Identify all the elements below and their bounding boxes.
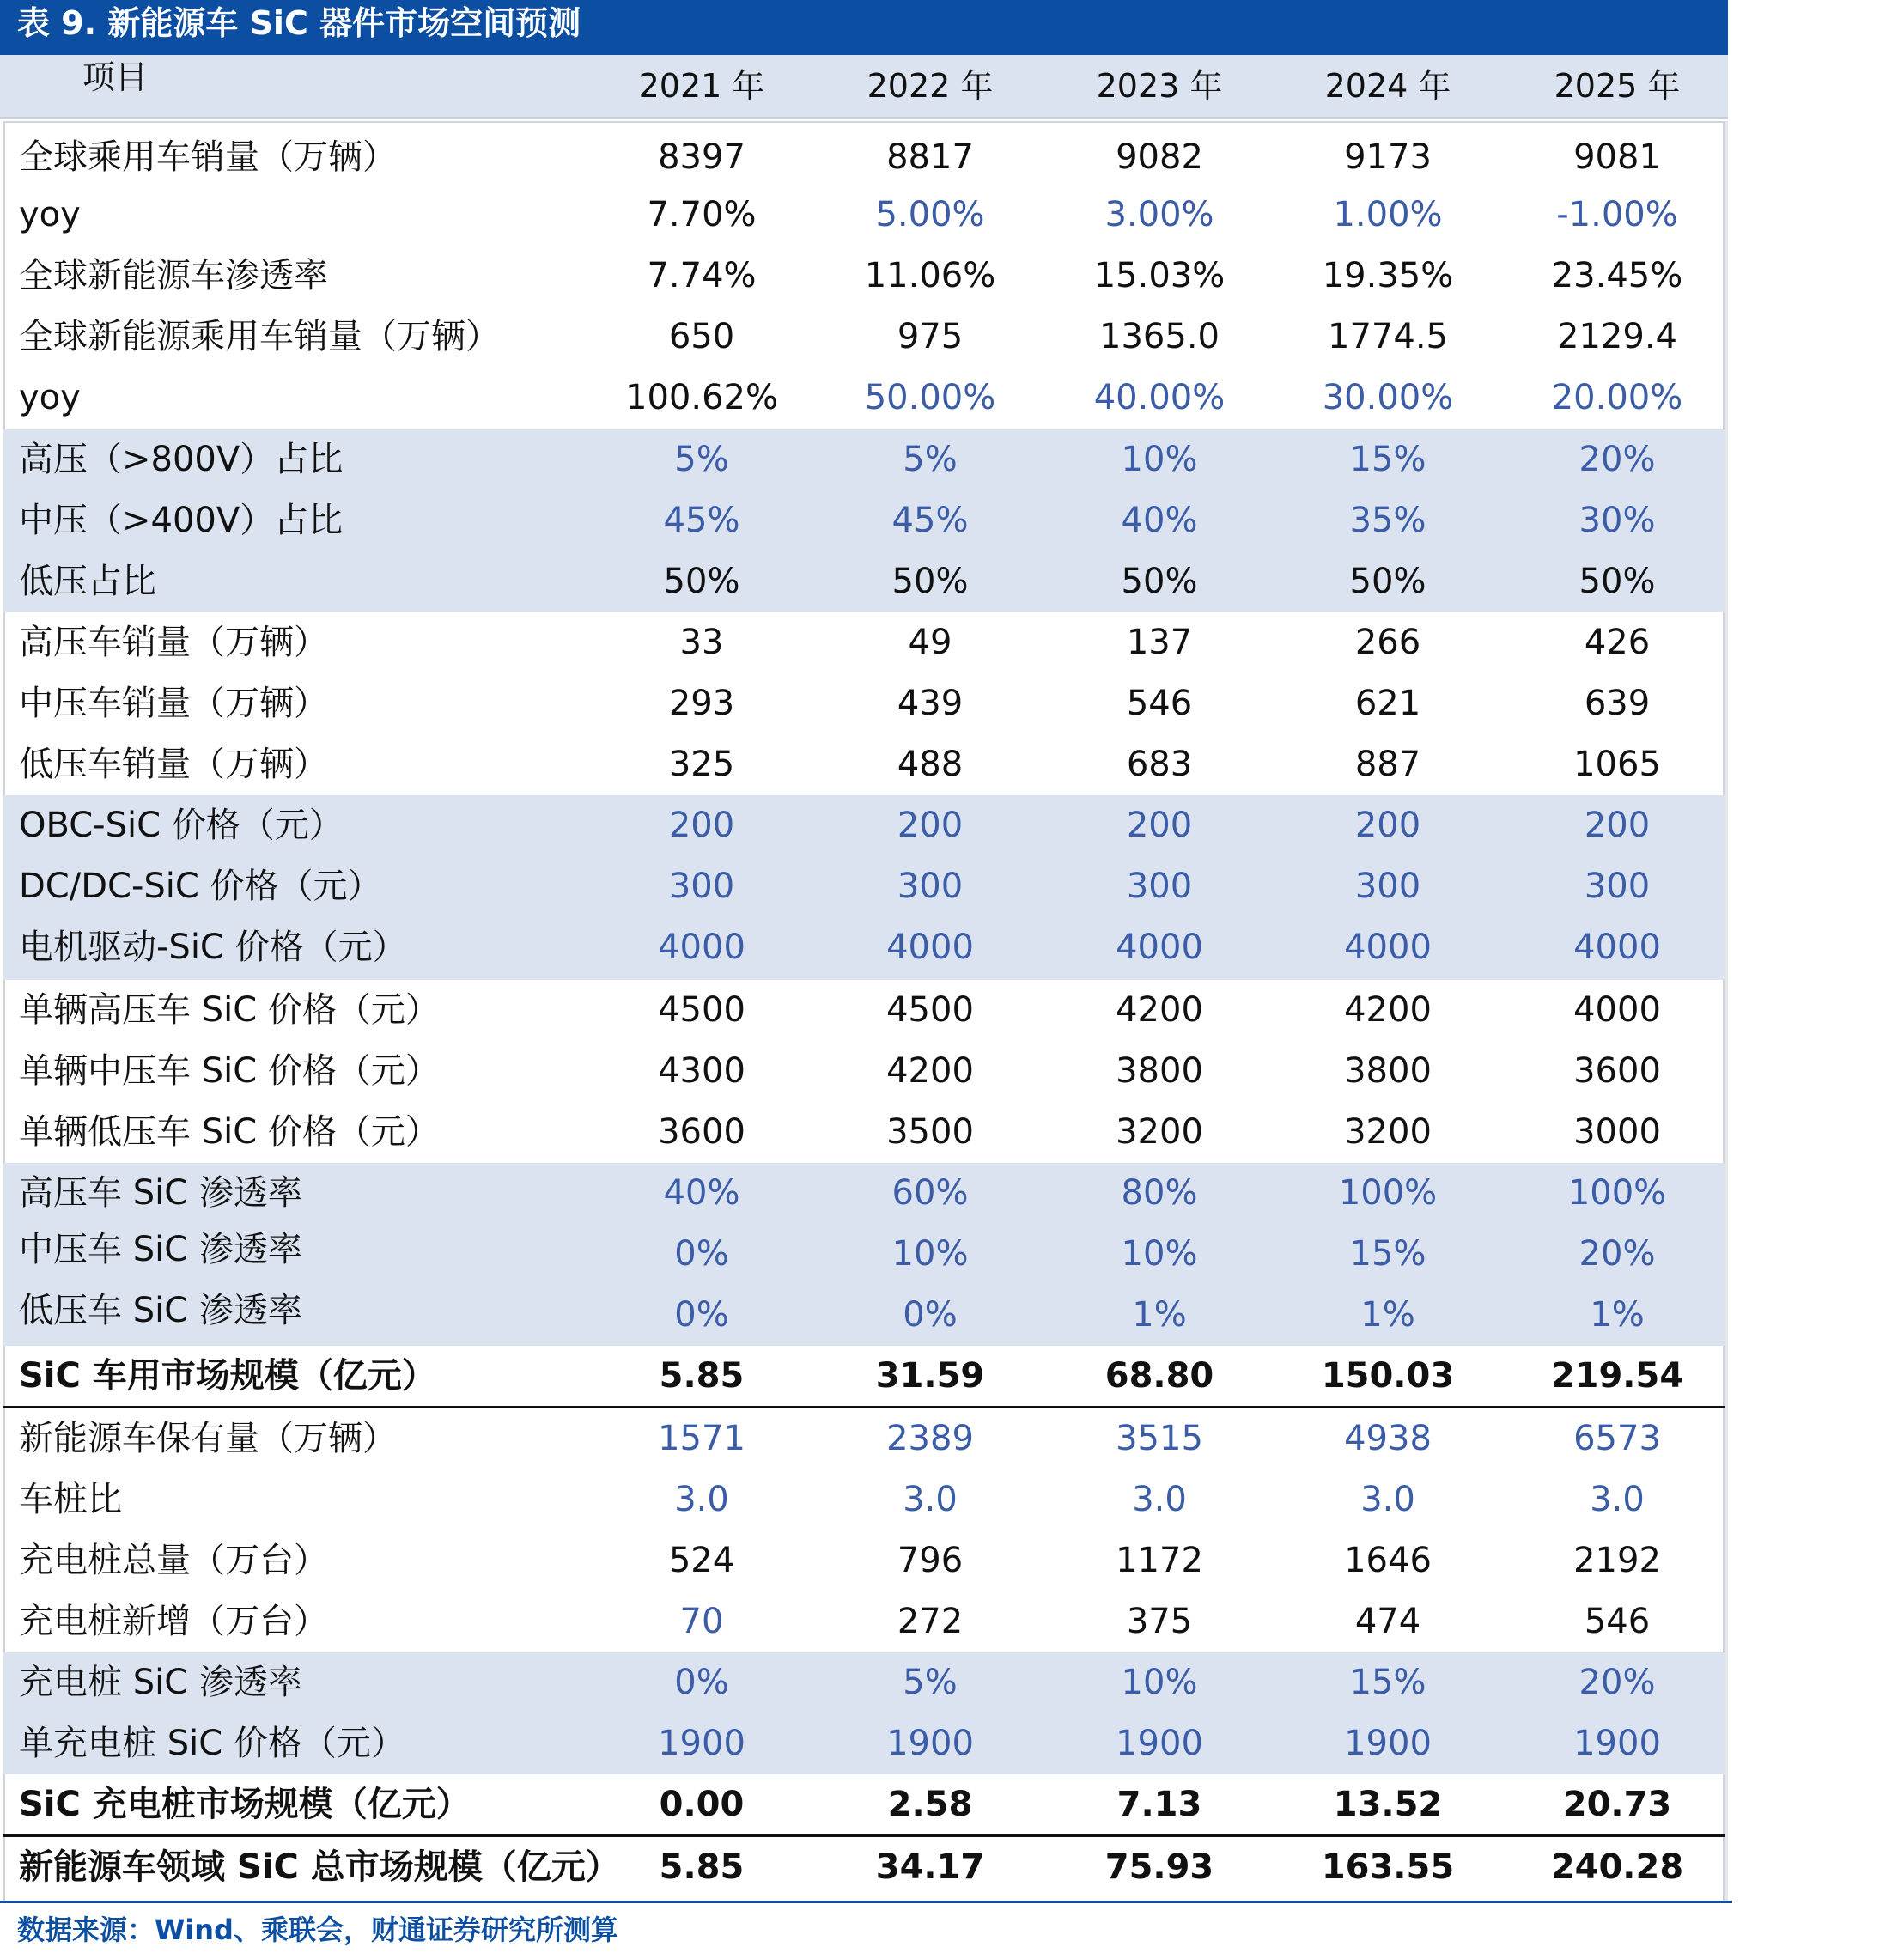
cell-value: 2192 bbox=[1573, 1541, 1661, 1580]
cell-value: 100% bbox=[1338, 1173, 1438, 1213]
cell-value: 35% bbox=[1349, 501, 1426, 540]
cell-value: 1365.0 bbox=[1099, 317, 1220, 356]
cell-value: 50% bbox=[891, 562, 969, 601]
table-row bbox=[3, 1774, 1725, 1835]
table-row bbox=[3, 1591, 1725, 1652]
cell-value: 20% bbox=[1579, 1234, 1656, 1274]
cell-value: 60% bbox=[891, 1173, 969, 1213]
cell-value: 887 bbox=[1354, 745, 1421, 784]
cell-value: 49 bbox=[908, 623, 952, 662]
cell-value: 4300 bbox=[658, 1051, 745, 1091]
cell-value: 2389 bbox=[886, 1419, 974, 1458]
cell-value: 20% bbox=[1579, 440, 1656, 479]
cell-value: 50% bbox=[663, 562, 740, 601]
row-label: 单辆高压车 SiC 价格（元） bbox=[19, 990, 440, 1030]
cell-value: 474 bbox=[1354, 1602, 1421, 1641]
cell-value: 11.06% bbox=[864, 256, 996, 295]
cell-value: 10% bbox=[1121, 1663, 1198, 1702]
cell-value: 13.52 bbox=[1333, 1785, 1443, 1824]
header-year: 2023 年 bbox=[1096, 67, 1223, 105]
row-label: 单辆低压车 SiC 价格（元） bbox=[19, 1112, 440, 1152]
cell-value: 1.00% bbox=[1333, 195, 1443, 234]
row-label: 低压车 SiC 渗透率 bbox=[19, 1291, 302, 1330]
cell-value: 9081 bbox=[1573, 137, 1661, 177]
cell-value: 300 bbox=[897, 867, 964, 906]
row-label: 充电桩新增（万台） bbox=[19, 1602, 328, 1641]
cell-value: 4200 bbox=[886, 1051, 974, 1091]
row-label: 车桩比 bbox=[19, 1480, 122, 1519]
cell-value: 3.0 bbox=[1132, 1480, 1187, 1519]
cell-value: 40% bbox=[663, 1173, 740, 1213]
cell-value: 3600 bbox=[1573, 1051, 1661, 1091]
table-row bbox=[3, 673, 1725, 734]
row-label: SiC 充电桩市场规模（亿元） bbox=[19, 1785, 471, 1824]
cell-value: 2129.4 bbox=[1557, 317, 1677, 356]
cell-value: 200 bbox=[668, 806, 735, 845]
cell-value: 5.85 bbox=[659, 1356, 745, 1396]
cell-value: 45% bbox=[891, 501, 969, 540]
cell-value: 4938 bbox=[1344, 1419, 1432, 1458]
cell-value: 4000 bbox=[1344, 928, 1432, 967]
cell-value: 7.74% bbox=[647, 256, 757, 295]
cell-value: 75.93 bbox=[1104, 1847, 1214, 1887]
cell-value: 50% bbox=[1579, 562, 1656, 601]
table-row bbox=[3, 1652, 1725, 1713]
cell-value: 34.17 bbox=[875, 1847, 985, 1887]
table-row bbox=[3, 127, 1725, 188]
table-row bbox=[3, 917, 1725, 980]
row-label: SiC 车用市场规模（亿元） bbox=[19, 1356, 436, 1396]
table-row bbox=[3, 551, 1725, 612]
cell-value: 50% bbox=[1121, 562, 1198, 601]
cell-value: 10% bbox=[1121, 1234, 1198, 1274]
cell-value: 40% bbox=[1121, 501, 1198, 540]
row-label: DC/DC-SiC 价格（元） bbox=[19, 867, 382, 906]
cell-value: 240.28 bbox=[1550, 1847, 1684, 1887]
cell-value: 8817 bbox=[886, 137, 974, 177]
cell-value: 0% bbox=[903, 1295, 958, 1335]
cell-value: 0.00 bbox=[659, 1785, 745, 1824]
cell-value: 3.00% bbox=[1104, 195, 1214, 234]
row-label: OBC-SiC 价格（元） bbox=[19, 806, 344, 845]
row-label: 中压（>400V）占比 bbox=[19, 501, 344, 540]
header-year: 2021 年 bbox=[638, 67, 765, 105]
cell-value: 1900 bbox=[658, 1724, 745, 1763]
cell-value: 80% bbox=[1121, 1173, 1198, 1213]
cell-value: 5% bbox=[903, 440, 958, 479]
table-row bbox=[3, 734, 1725, 795]
cell-value: 219.54 bbox=[1550, 1356, 1684, 1396]
cell-value: 796 bbox=[897, 1541, 964, 1580]
cell-value: 30% bbox=[1579, 501, 1656, 540]
table-row bbox=[3, 1102, 1725, 1163]
row-label: 高压（>800V）占比 bbox=[19, 440, 344, 479]
table-row bbox=[3, 980, 1725, 1041]
cell-value: 975 bbox=[897, 317, 964, 356]
cell-value: 3800 bbox=[1116, 1051, 1203, 1091]
cell-value: 7.70% bbox=[647, 195, 757, 234]
cell-value: 4200 bbox=[1116, 990, 1203, 1030]
row-label: 单辆中压车 SiC 价格（元） bbox=[19, 1051, 440, 1091]
cell-value: 488 bbox=[897, 745, 964, 784]
cell-value: 4000 bbox=[1573, 928, 1661, 967]
data-source-note: 数据来源：Wind、乘联会，财通证券研究所测算 bbox=[17, 1913, 618, 1946]
table-row bbox=[3, 1713, 1725, 1774]
table-title-bar bbox=[0, 0, 1728, 55]
table-header bbox=[0, 55, 1728, 117]
cell-value: 300 bbox=[1584, 867, 1651, 906]
cell-value: 1065 bbox=[1573, 745, 1661, 784]
cell-value: 200 bbox=[897, 806, 964, 845]
cell-value: 5.85 bbox=[659, 1847, 745, 1887]
cell-value: 5.00% bbox=[875, 195, 985, 234]
table-row bbox=[3, 856, 1725, 917]
table-row bbox=[3, 429, 1725, 490]
cell-value: 30.00% bbox=[1322, 378, 1454, 417]
row-label: 新能源车领域 SiC 总市场规模（亿元） bbox=[19, 1847, 620, 1887]
cell-value: 3.0 bbox=[1360, 1480, 1415, 1519]
table-row bbox=[3, 795, 1725, 856]
header-year: 2024 年 bbox=[1324, 67, 1451, 105]
cell-value: 6573 bbox=[1573, 1419, 1661, 1458]
cell-value: 375 bbox=[1126, 1602, 1193, 1641]
row-label: 电机驱动-SiC 价格（元） bbox=[19, 928, 407, 967]
cell-value: 40.00% bbox=[1093, 378, 1226, 417]
table-title: 表 9. 新能源车 SiC 器件市场空间预测 bbox=[17, 4, 581, 42]
cell-value: 4000 bbox=[886, 928, 974, 967]
cell-value: 546 bbox=[1126, 684, 1193, 723]
cell-value: 4000 bbox=[658, 928, 745, 967]
table-row bbox=[3, 307, 1725, 368]
cell-value: 15.03% bbox=[1093, 256, 1226, 295]
cell-value: 1% bbox=[1132, 1295, 1187, 1335]
cell-value: 3.0 bbox=[903, 1480, 958, 1519]
table-row bbox=[3, 612, 1725, 673]
cell-value: 3000 bbox=[1573, 1112, 1661, 1152]
cell-value: 426 bbox=[1584, 623, 1651, 662]
cell-value: 1% bbox=[1590, 1295, 1645, 1335]
cell-value: 524 bbox=[668, 1541, 735, 1580]
cell-value: 150.03 bbox=[1321, 1356, 1455, 1396]
cell-value: 683 bbox=[1126, 745, 1193, 784]
cell-value: 621 bbox=[1354, 684, 1421, 723]
cell-value: 650 bbox=[668, 317, 735, 356]
cell-value: 100% bbox=[1567, 1173, 1667, 1213]
header-year: 2022 年 bbox=[867, 67, 994, 105]
cell-value: 300 bbox=[1354, 867, 1421, 906]
table-bottom-rule bbox=[0, 1901, 1732, 1903]
cell-value: 70 bbox=[679, 1602, 724, 1641]
cell-value: 1571 bbox=[658, 1419, 745, 1458]
row-label: 全球新能源车渗透率 bbox=[19, 256, 328, 295]
row-label: yoy bbox=[19, 195, 81, 234]
cell-value: 1774.5 bbox=[1328, 317, 1448, 356]
cell-value: 50% bbox=[1349, 562, 1426, 601]
row-label: 中压车 SiC 渗透率 bbox=[19, 1230, 302, 1269]
row-label: 全球新能源乘用车销量（万辆） bbox=[19, 317, 500, 356]
header-divider bbox=[0, 117, 1728, 119]
cell-value: 266 bbox=[1354, 623, 1421, 662]
cell-value: 1900 bbox=[1116, 1724, 1203, 1763]
cell-value: 3515 bbox=[1116, 1419, 1203, 1458]
cell-value: 15% bbox=[1349, 1663, 1426, 1702]
row-label: 新能源车保有量（万辆） bbox=[19, 1419, 397, 1458]
cell-value: 45% bbox=[663, 501, 740, 540]
row-label: 低压车销量（万辆） bbox=[19, 745, 328, 784]
cell-value: 1900 bbox=[1344, 1724, 1432, 1763]
table-row bbox=[3, 1346, 1725, 1407]
row-label: 高压车 SiC 渗透率 bbox=[19, 1173, 302, 1213]
cell-value: 200 bbox=[1584, 806, 1651, 845]
table-row bbox=[3, 368, 1725, 429]
cell-value: 439 bbox=[897, 684, 964, 723]
table-row bbox=[3, 246, 1725, 307]
cell-value: 3500 bbox=[886, 1112, 974, 1152]
cell-value: 20.00% bbox=[1551, 378, 1683, 417]
cell-value: 4200 bbox=[1344, 990, 1432, 1030]
cell-value: 1646 bbox=[1344, 1541, 1432, 1580]
cell-value: 5% bbox=[903, 1663, 958, 1702]
row-label: 单充电桩 SiC 价格（元） bbox=[19, 1724, 405, 1763]
cell-value: 0% bbox=[674, 1234, 729, 1274]
row-label: 充电桩 SiC 渗透率 bbox=[19, 1663, 302, 1702]
cell-value: 10% bbox=[891, 1234, 969, 1274]
cell-value: 0% bbox=[674, 1295, 729, 1335]
cell-value: 9173 bbox=[1344, 137, 1432, 177]
cell-value: 200 bbox=[1354, 806, 1421, 845]
row-label: yoy bbox=[19, 378, 81, 417]
cell-value: 3800 bbox=[1344, 1051, 1432, 1091]
cell-value: 9082 bbox=[1116, 137, 1203, 177]
row-label: 充电桩总量（万台） bbox=[19, 1541, 328, 1580]
cell-value: 300 bbox=[1126, 867, 1193, 906]
table-row bbox=[3, 1469, 1725, 1530]
cell-value: 300 bbox=[668, 867, 735, 906]
cell-value: 0% bbox=[674, 1663, 729, 1702]
table-row bbox=[3, 1224, 1725, 1285]
row-label: 中压车销量（万辆） bbox=[19, 684, 328, 723]
cell-value: 163.55 bbox=[1321, 1847, 1455, 1887]
cell-value: 2.58 bbox=[887, 1785, 973, 1824]
cell-value: 4000 bbox=[1573, 990, 1661, 1030]
cell-value: 325 bbox=[668, 745, 735, 784]
table-row bbox=[3, 1285, 1725, 1346]
cell-value: 15% bbox=[1349, 1234, 1426, 1274]
cell-value: 20% bbox=[1579, 1663, 1656, 1702]
cell-value: 4500 bbox=[886, 990, 974, 1030]
cell-value: -1.00% bbox=[1556, 195, 1678, 234]
cell-value: 68.80 bbox=[1104, 1356, 1214, 1396]
cell-value: 3200 bbox=[1344, 1112, 1432, 1152]
cell-value: 100.62% bbox=[625, 378, 778, 417]
table-row bbox=[3, 185, 1725, 246]
row-label: 全球乘用车销量（万辆） bbox=[19, 137, 397, 177]
cell-value: 3600 bbox=[658, 1112, 745, 1152]
table-row bbox=[3, 490, 1725, 551]
cell-value: 200 bbox=[1126, 806, 1193, 845]
cell-value: 8397 bbox=[658, 137, 745, 177]
row-label: 高压车销量（万辆） bbox=[19, 623, 328, 662]
table-row bbox=[3, 1837, 1725, 1898]
cell-value: 272 bbox=[897, 1602, 964, 1641]
cell-value: 31.59 bbox=[875, 1356, 985, 1396]
cell-value: 50.00% bbox=[864, 378, 996, 417]
cell-value: 33 bbox=[679, 623, 724, 662]
row-label: 低压占比 bbox=[19, 562, 156, 601]
header-year: 2025 年 bbox=[1554, 67, 1681, 105]
cell-value: 3.0 bbox=[1590, 1480, 1645, 1519]
cell-value: 4000 bbox=[1116, 928, 1203, 967]
cell-value: 546 bbox=[1584, 1602, 1651, 1641]
cell-value: 20.73 bbox=[1562, 1785, 1672, 1824]
cell-value: 15% bbox=[1349, 440, 1426, 479]
cell-value: 3200 bbox=[1116, 1112, 1203, 1152]
cell-value: 7.13 bbox=[1116, 1785, 1202, 1824]
cell-value: 4500 bbox=[658, 990, 745, 1030]
cell-value: 639 bbox=[1584, 684, 1651, 723]
table-row bbox=[3, 1408, 1725, 1469]
cell-value: 1900 bbox=[886, 1724, 974, 1763]
cell-value: 1% bbox=[1360, 1295, 1415, 1335]
table-row bbox=[3, 1041, 1725, 1102]
header-item: 项目 bbox=[82, 58, 149, 96]
cell-value: 5% bbox=[674, 440, 729, 479]
cell-value: 3.0 bbox=[674, 1480, 729, 1519]
cell-value: 19.35% bbox=[1322, 256, 1454, 295]
cell-value: 137 bbox=[1126, 623, 1193, 662]
cell-value: 293 bbox=[668, 684, 735, 723]
table-row bbox=[3, 1530, 1725, 1591]
cell-value: 23.45% bbox=[1551, 256, 1683, 295]
table-row bbox=[3, 1163, 1725, 1224]
cell-value: 1172 bbox=[1116, 1541, 1203, 1580]
cell-value: 1900 bbox=[1573, 1724, 1661, 1763]
cell-value: 10% bbox=[1121, 440, 1198, 479]
